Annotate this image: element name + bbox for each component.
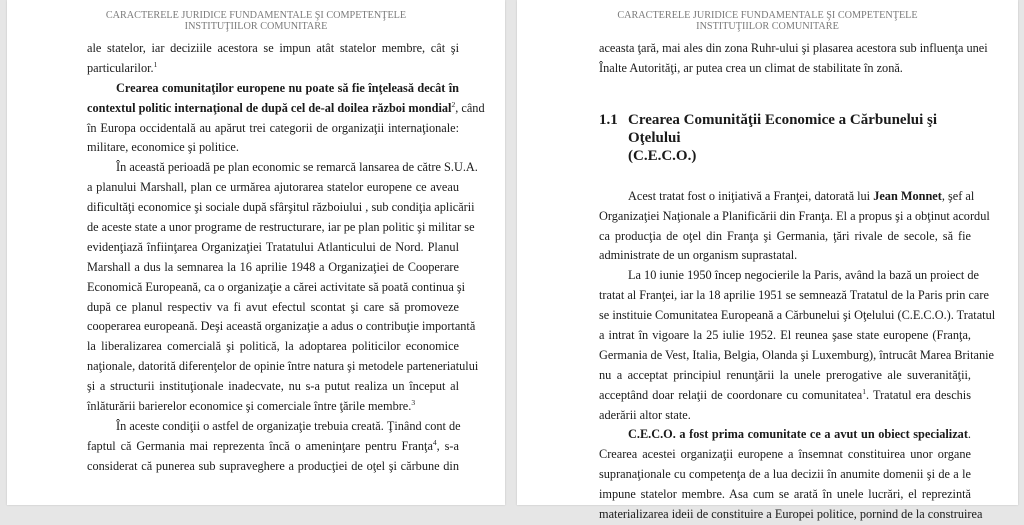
text-run: , şef al — [941, 188, 975, 203]
text-run: în Europa occidentală au apărut trei categorii de organizaţii internaţionale: — [87, 120, 459, 135]
header-line: CARACTERELE JURIDICE FUNDAMENTALE ŞI COMPETENŢELE — [105, 10, 407, 21]
paragraph — [599, 187, 990, 267]
text-line — [87, 278, 466, 298]
text-run: a intrat în vigoare la 25 iulie 1952. El reunea şase state europene (Franţa, — [599, 328, 971, 343]
text-run: a planului Marshall, plan ce urmărea ajutorarea statelor europene ce aveau — [87, 180, 459, 195]
text-line — [599, 346, 994, 366]
paragraph — [599, 266, 996, 425]
header-line: INSTITUŢIILOR COMUNITARE — [184, 20, 328, 32]
text-line — [599, 425, 971, 445]
page-header — [517, 11, 1018, 32]
section-title — [628, 111, 971, 165]
text-run: Acest tratat fost o iniţiativă a Franţei, datorată lui — [628, 188, 874, 203]
text-run: administrate de un organism suprastatal. — [599, 248, 798, 263]
text-run: după ce planul respectiv va fi avut efectul scontat şi care să promoveze — [87, 299, 459, 314]
page-body — [599, 39, 996, 525]
text-line — [87, 158, 478, 178]
text-line — [87, 437, 459, 457]
text-line — [87, 397, 459, 417]
text-run: În această perioadă pe plan economic se remarcă lansarea de către S.U.A. — [116, 160, 478, 175]
document-page-left — [7, 0, 505, 505]
bold-text: Crearea comunitaţilor europene nu poate să fie înţeleasă decât în — [116, 80, 459, 95]
text-run: . Tratatul era deschis — [865, 387, 972, 402]
text-line — [87, 138, 459, 158]
text-run: dificultăţi economice şi sociale după sfârşitul războiului , sub condiţia aplicării — [87, 200, 475, 215]
text-run: aceasta ţară, mai ales din zona Ruhr-ului şi plasarea acestora sub influenţa unei — [599, 41, 988, 55]
text-line — [599, 505, 983, 525]
header-line: CARACTERELE JURIDICE FUNDAMENTALE ŞI COMPETENŢELE — [617, 10, 918, 21]
text-run: particularilor. — [87, 60, 154, 75]
footnote-reference[interactable]: 1 — [153, 59, 158, 69]
footnote-reference[interactable]: 2 — [451, 99, 456, 109]
text-run: materializarea ideii de constituire a Europei politice, pornind de la construirea — [599, 507, 983, 522]
text-line — [87, 377, 459, 397]
text-run: evidenţiază înfiinţarea Organizaţiei Tratatului Atlanticului de Nord. Planul — [87, 239, 459, 254]
text-run: , când — [455, 100, 485, 115]
text-line — [599, 406, 971, 426]
text-line — [599, 366, 971, 386]
section-title-line: (C.E.C.O.) — [628, 147, 697, 164]
text-run: acceptând doar relaţii de coordonare cu comunitatea — [599, 387, 863, 402]
paragraph — [87, 39, 459, 79]
text-line — [599, 59, 971, 79]
text-run: faptul că Germania mai reprezenta încă o ameninţare pentru Franţa — [87, 438, 433, 453]
text-run: Marshall a dus la semnarea la 16 aprilie 1948 a Organizaţiei de Cooperare — [87, 259, 459, 274]
bold-text: C.E.C.O. a fost prima comunitate ce a avut un obiect specializat — [628, 427, 968, 442]
text-run: impune statelor membre. Asa cum se arată în unele lucrări, el reprezintă — [599, 487, 971, 502]
page-body — [87, 39, 485, 477]
text-line — [87, 298, 459, 318]
text-run: supranaţionale cu competenţa de a lua decizii în anumite domenii şi de a le — [599, 467, 971, 482]
header-line: INSTITUŢIILOR COMUNITARE — [696, 20, 839, 32]
section-number: 1.1 — [599, 111, 618, 128]
bold-text: Jean Monnet — [873, 188, 942, 203]
text-line — [87, 317, 476, 337]
text-run: Economică Europeană, ca o organizaţie a cărei activitate să poată continua şi — [87, 279, 466, 294]
text-line — [87, 457, 459, 477]
text-run: la liberalizarea comercială şi politică, la adoptarea politicilor economice — [87, 339, 459, 354]
section-title-line: Crearea Comunităţii Economice a Cărbunelui şi Oţelului — [628, 111, 938, 146]
text-line — [87, 218, 475, 238]
text-run: naţionale, datorită diferenţelor de opinie între natura şi metodele parteneriatului — [87, 359, 479, 374]
text-line — [599, 286, 989, 306]
text-run: La 10 iunie 1950 încep negocierile la Paris, având la bază un proiect de — [628, 268, 980, 283]
text-run: aderării altor state. — [599, 407, 691, 422]
text-line — [599, 485, 971, 505]
text-run: Organizaţiei Naţionale a Planificării din Franţa. El a propus şi a obţinut acordul — [599, 208, 990, 223]
text-line — [87, 119, 459, 139]
text-line — [87, 39, 459, 59]
text-line — [87, 59, 459, 79]
footnote-reference[interactable]: 3 — [411, 398, 416, 408]
text-line — [87, 337, 459, 357]
text-run: Înalte Autorităţi, ar putea crea un climat de stabilitate în zonă. — [599, 60, 903, 75]
text-line — [87, 178, 459, 198]
text-line — [599, 187, 975, 207]
text-run: se instituie Comunitatea Europeană a Cărbunelui şi Oţelului (C.E.C.O.). Tratatul — [599, 308, 996, 323]
text-run: , s-a — [436, 438, 459, 453]
text-line — [599, 326, 971, 346]
paragraph — [87, 158, 479, 417]
text-run: ale statelor, iar deciziile acestora se impun atât statelor membre, cât şi — [87, 41, 459, 55]
text-line — [599, 227, 971, 247]
text-line — [599, 306, 996, 326]
text-run: militare, economice şi politice. — [87, 140, 239, 155]
text-line — [599, 386, 971, 406]
text-run: nu a acceptat principiul renunţării la unele prerogative ale suveranităţii, — [599, 367, 971, 382]
text-line — [599, 266, 980, 286]
text-run: cooperarea europeană. Deşi această organizaţie a adus o contribuţie importantă — [87, 319, 476, 334]
text-run: de aceste state a unor programe de restructurare, iar pe plan politic şi militar se — [87, 220, 475, 235]
document-page-right — [517, 0, 1018, 522]
text-line — [87, 258, 459, 278]
text-run: tratat al Franţei, iar la 18 aprilie 1951 se semnează Tratatul de la Paris prin care — [599, 288, 989, 303]
paragraph — [599, 425, 983, 524]
text-line — [599, 39, 988, 59]
text-line — [599, 445, 971, 465]
text-line — [87, 198, 475, 218]
text-run: Germania de Vest, Italia, Belgia, Olanda şi Luxemburg), întrucât Marea Britanie — [599, 347, 994, 362]
paragraph — [87, 79, 485, 159]
paragraph — [87, 417, 459, 477]
text-run: ca producţia de oţel din Franţa şi Germania, ţări rivale de secole, să fie — [599, 228, 971, 243]
text-run: Crearea acestei organizaţii europene a însemnat constituirea unor organe — [599, 447, 971, 462]
text-run: . — [967, 427, 971, 442]
text-run: În aceste condiţii o astfel de organizaţie trebuia creată. Ţinând cont de — [116, 418, 461, 433]
footnote-reference[interactable]: 4 — [432, 437, 437, 447]
paragraph — [599, 39, 988, 79]
page-header — [7, 11, 505, 32]
text-run: şi a structurii instituţionale inadecvate, nu s-a putut realiza un început al — [87, 379, 459, 394]
text-line — [87, 99, 485, 119]
text-line — [599, 207, 990, 227]
section-heading — [599, 111, 971, 165]
bold-text: contextul politic internaţional de după cel de-al doilea război mondial — [87, 100, 452, 115]
text-run: considerat că punerea sub supraveghere a producţiei de oţel şi cărbune din — [87, 458, 459, 473]
text-run: înlăturării barierelor economice şi comerciale între ţările membre. — [87, 399, 412, 414]
text-line — [87, 238, 459, 258]
text-line — [599, 246, 971, 266]
text-line — [599, 465, 971, 485]
text-line — [87, 357, 479, 377]
text-line — [87, 417, 459, 437]
footnote-reference[interactable]: 1 — [862, 386, 866, 396]
text-line — [87, 79, 459, 99]
